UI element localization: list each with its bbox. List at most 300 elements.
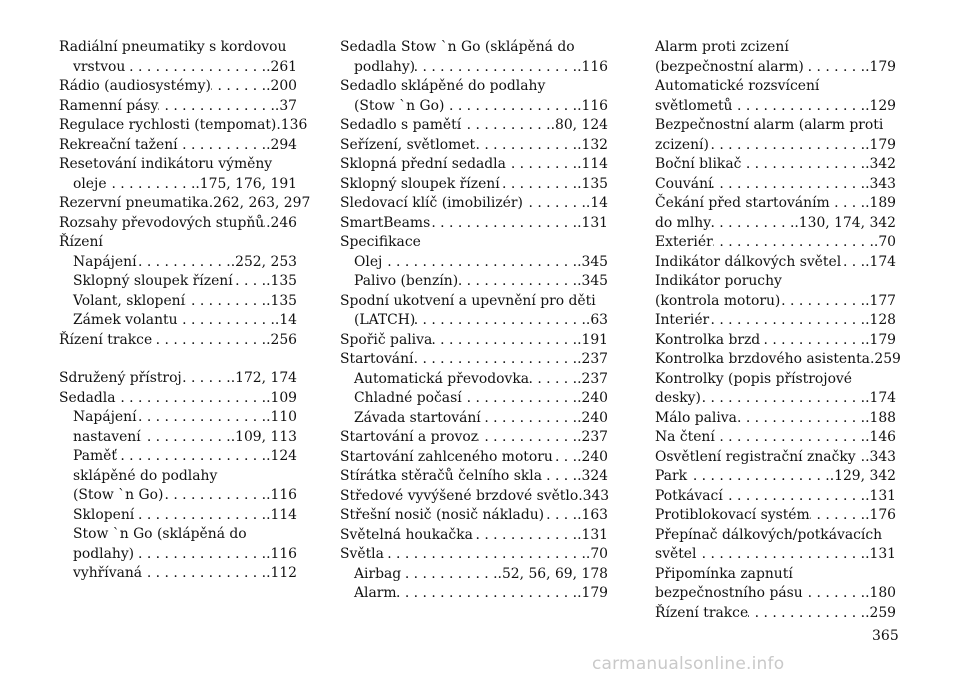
entry-term: Radiální pneumatiky s kordovou <box>59 39 287 55</box>
index-entry <box>340 194 608 214</box>
entry-term: (Stow `n Go) <box>354 97 445 114</box>
index-entry <box>340 77 608 97</box>
entry-term: Spořič paliva <box>340 331 433 348</box>
index-entry <box>59 467 297 487</box>
entry-page-ref: .191 <box>577 331 608 348</box>
dot-leader <box>462 389 577 409</box>
entry-page-ref: .240 <box>577 448 608 465</box>
index-entry <box>59 116 308 136</box>
index-entry <box>340 428 608 448</box>
entry-page-ref: .174 <box>865 390 896 406</box>
entry-term: Rekreační tažení <box>59 136 178 153</box>
entry-term: Couvání <box>655 175 713 192</box>
entry-term: světlometů <box>655 97 733 114</box>
index-entry <box>655 389 896 409</box>
entry-page-ref: .70 <box>585 546 608 562</box>
dot-leader <box>701 389 865 409</box>
entry-page-ref: .109, 113 <box>230 428 297 445</box>
index-entry <box>655 506 896 526</box>
dot-leader <box>413 350 577 370</box>
index-entry <box>655 428 896 448</box>
entry-term: Kontrolka brzd <box>655 331 761 348</box>
entry-term: Alarm <box>354 585 397 601</box>
index-entry <box>655 467 896 487</box>
entry-page-ref: .246 <box>266 214 297 231</box>
index-entry <box>655 526 896 546</box>
dot-leader <box>134 506 266 526</box>
dot-leader <box>711 214 794 234</box>
index-column-1 <box>59 38 311 584</box>
dot-leader <box>687 467 830 487</box>
index-entry <box>340 272 608 292</box>
index-entry <box>340 311 608 331</box>
entry-term: Startování a provoz <box>340 429 479 445</box>
index-entry <box>655 77 896 97</box>
dot-leader <box>458 272 577 292</box>
index-entry <box>59 408 297 428</box>
entry-page-ref: .132 <box>577 136 608 153</box>
dot-leader <box>432 331 577 351</box>
entry-term: Park <box>655 468 688 484</box>
index-entry <box>655 194 896 214</box>
index-entry <box>340 292 608 312</box>
entry-page-ref: .179 <box>865 136 896 153</box>
index-entry <box>655 116 896 136</box>
dot-leader <box>158 97 275 117</box>
entry-page-ref: .37 <box>274 97 297 114</box>
index-entry <box>59 486 297 506</box>
index-entry <box>340 253 608 273</box>
entry-page-ref: .116 <box>266 487 297 503</box>
dot-leader <box>506 155 577 175</box>
entry-term: oleje <box>73 175 107 192</box>
dot-leader <box>152 331 266 351</box>
entry-page-ref: .342 <box>865 156 896 172</box>
entry-term: Světla <box>340 546 384 562</box>
entry-page-ref: .14 <box>274 312 297 328</box>
entry-term: Resetování indikátoru výměny <box>59 156 273 172</box>
entry-term: Exteriér <box>655 234 713 250</box>
entry-page-ref: .116 <box>266 545 297 562</box>
entry-page-ref: .180 <box>865 585 896 601</box>
dot-leader <box>163 486 266 506</box>
entry-page-ref: .116 <box>577 58 608 75</box>
dot-leader <box>185 292 266 312</box>
entry-term: Kontrolky (popis přístrojové <box>655 370 852 387</box>
dot-leader <box>696 545 865 565</box>
entry-term: Řízení trakce <box>655 604 749 621</box>
entry-term: Střešní nosič (nosič nákladu) <box>340 507 545 523</box>
entry-term: Paměť <box>73 448 117 464</box>
index-entry <box>340 350 608 370</box>
entry-page-ref: .256 <box>266 331 297 348</box>
index-entry <box>655 155 896 175</box>
entry-page-ref: .343 <box>865 448 896 465</box>
entry-term: Napájení <box>73 253 137 270</box>
entry-page-ref: .237 <box>577 351 608 367</box>
dot-leader <box>481 409 577 429</box>
entry-page-ref: .189 <box>865 195 896 211</box>
dot-leader <box>461 116 550 136</box>
dot-leader <box>444 97 577 117</box>
entry-term: Přepínač dálkových/potkávacích <box>655 526 883 543</box>
index-entry <box>59 564 297 584</box>
dot-leader <box>544 506 577 526</box>
index-entry <box>59 506 297 526</box>
entry-term: nastavení <box>73 428 141 445</box>
entry-term: Startování <box>340 351 414 367</box>
entry-term: Rozsahy převodových stupňů <box>59 214 265 231</box>
index-entry <box>655 97 896 117</box>
entry-term: Řízení trakce <box>59 331 153 348</box>
entry-term: Indikátor dálkových světel <box>655 253 842 270</box>
entry-page-ref: .130, 174, 342 <box>794 214 896 231</box>
entry-page-ref: .131 <box>865 487 896 504</box>
entry-term: Chladné počasí <box>354 390 462 406</box>
index-entry <box>655 331 896 351</box>
entry-page-ref: .259 <box>869 351 901 367</box>
entry-page-ref: .80, 124 <box>550 117 608 133</box>
index-entry <box>340 409 608 429</box>
index-entry <box>59 292 297 312</box>
index-entry <box>59 214 297 234</box>
dot-leader <box>712 175 865 195</box>
dot-leader <box>125 58 266 78</box>
index-entry <box>655 253 896 273</box>
entry-term: Středové vyvýšené brzdové světlo <box>340 487 579 504</box>
entry-page-ref: .343 <box>865 175 896 192</box>
index-entry <box>59 272 297 292</box>
entry-term: Potkávací <box>655 487 723 504</box>
index-entry <box>59 194 311 214</box>
entry-term: Seřízení, světlomet <box>340 136 476 153</box>
entry-page-ref: .14 <box>585 195 608 211</box>
entry-term: Spodní ukotvení a upevnění pro děti <box>340 292 596 309</box>
index-entry <box>59 525 297 545</box>
entry-term: Napájení <box>73 409 137 425</box>
entry-page-ref: .345 <box>577 253 608 270</box>
index-entry <box>59 428 297 448</box>
index-entry <box>655 370 896 390</box>
index-entry <box>59 545 297 565</box>
entry-page-ref: .179 <box>865 58 896 75</box>
entry-term: Málo paliva <box>655 409 737 426</box>
entry-term: vrstvou <box>73 58 126 75</box>
index-entry <box>59 136 297 156</box>
entry-term: Kontrolka brzdového asistenta <box>655 351 870 367</box>
entry-page-ref: .237 <box>577 370 608 387</box>
index-entry <box>655 545 896 565</box>
dot-leader <box>117 447 266 467</box>
entry-page-ref: .261 <box>266 58 297 75</box>
dot-leader <box>523 194 586 214</box>
dot-leader <box>415 311 586 331</box>
entry-term: bezpečnostního pásu <box>655 585 803 601</box>
entry-term: Protiblokovací systém <box>655 507 810 523</box>
index-entry <box>655 214 896 234</box>
index-entry <box>340 545 608 565</box>
index-entry <box>340 116 608 136</box>
entry-page-ref: .294 <box>266 136 297 153</box>
entry-term: Volant, sklopení <box>73 292 186 309</box>
entry-page-ref: .116 <box>577 97 608 114</box>
entry-term: Čekání před startováním <box>655 195 830 211</box>
entry-term: Automatická převodovka <box>354 370 530 387</box>
entry-page-ref: .124 <box>266 448 297 464</box>
entry-page-ref: .128 <box>865 312 896 328</box>
entry-page-ref: .112 <box>266 565 297 581</box>
entry-term: Sdružený přístroj <box>59 370 182 386</box>
entry-page-ref: .135 <box>266 273 297 289</box>
index-entry <box>340 97 608 117</box>
entry-term: Zámek volantu <box>73 312 178 328</box>
entry-term: Specifikace <box>340 234 421 250</box>
dot-leader <box>178 136 266 156</box>
dot-leader <box>137 253 231 273</box>
entry-term: Sledovací klíč (imobilizér) <box>340 195 523 211</box>
entry-page-ref: .135 <box>266 292 297 309</box>
entry-page-ref: .240 <box>577 409 608 426</box>
dot-leader <box>709 311 865 331</box>
entry-page-ref: .135 <box>577 175 608 192</box>
entry-term: Závada startování <box>354 409 481 426</box>
entry-page-ref: .259 <box>865 604 896 621</box>
entry-page-ref: .129 <box>865 97 896 114</box>
entry-term: (LATCH) <box>354 312 416 328</box>
page-number: 365 <box>872 628 899 644</box>
index-entry <box>655 584 896 604</box>
index-entry <box>340 175 608 195</box>
dot-leader <box>723 487 865 507</box>
entry-page-ref: .237 <box>577 429 608 445</box>
index-entry <box>59 233 297 253</box>
index-entry <box>655 58 896 78</box>
index-entry <box>340 331 608 351</box>
dot-leader <box>142 564 266 584</box>
dot-leader <box>830 194 865 214</box>
entry-page-ref: .163 <box>577 507 608 523</box>
dot-leader <box>553 448 577 468</box>
dot-leader <box>475 136 577 156</box>
entry-term: (bezpečnostní alarm) <box>655 58 804 75</box>
index-entry <box>340 487 608 507</box>
index-entry <box>59 447 297 467</box>
entry-term: (kontrola motoru) <box>655 292 781 309</box>
index-entry <box>655 448 896 468</box>
dot-leader <box>211 77 266 97</box>
entry-term: Sedadlo sklápěné do podlahy <box>340 78 546 94</box>
entry-term: Bezpečnostní alarm (alarm proti <box>655 117 884 133</box>
entry-page-ref: .175, 176, 191 <box>195 175 297 192</box>
index-entry <box>655 487 896 507</box>
index-entry <box>59 331 297 351</box>
entry-term: Světelná houkačka <box>340 526 473 543</box>
entry-term: Rádio (audiosystémy) <box>59 78 211 94</box>
entry-page-ref: .131 <box>577 214 608 231</box>
index-entry <box>340 38 608 58</box>
dot-leader <box>713 233 874 253</box>
entry-page-ref: .146 <box>865 429 896 445</box>
entry-page-ref: .131 <box>577 526 608 543</box>
index-entry <box>59 253 297 273</box>
index-column-3 <box>655 38 901 623</box>
dot-leader <box>473 526 577 546</box>
index-entry <box>340 467 608 487</box>
entry-page-ref: .262, 263, 297 <box>208 195 311 211</box>
entry-page-ref: .52, 56, 69, 178 <box>497 565 608 582</box>
entry-term: Palivo (benzín) <box>354 273 459 289</box>
entry-term: Ramenní pásy <box>59 97 159 114</box>
entry-page-ref: .345 <box>577 273 608 289</box>
dot-leader <box>529 370 577 390</box>
entry-page-ref: .240 <box>577 390 608 406</box>
entry-page-ref: .252, 253 <box>230 253 297 270</box>
entry-page-ref: .176 <box>865 507 896 523</box>
dot-leader <box>264 214 266 234</box>
entry-page-ref: .136 <box>276 117 308 133</box>
entry-term: Olej <box>354 253 383 270</box>
dot-leader <box>500 175 577 195</box>
entry-term: Řízení <box>59 234 103 250</box>
index-entry <box>655 409 896 429</box>
dot-leader <box>810 506 865 526</box>
dot-leader <box>542 467 577 487</box>
entry-term: zcizení) <box>655 136 709 153</box>
entry-page-ref: .110 <box>266 409 297 425</box>
index-entry <box>59 175 297 195</box>
index-entry <box>59 311 297 331</box>
index-entry <box>59 77 297 97</box>
entry-page-ref: .177 <box>865 292 896 309</box>
index-entry <box>340 448 608 468</box>
entry-page-ref: .179 <box>865 331 896 348</box>
entry-term: Sklopení <box>73 506 135 523</box>
entry-term: Regulace rychlosti (tempomat) <box>59 117 277 133</box>
dot-leader <box>384 545 586 565</box>
dot-leader <box>841 253 865 273</box>
dot-leader <box>134 545 266 565</box>
entry-term: podlahy) <box>354 58 416 75</box>
entry-term: sklápěné do podlahy <box>73 467 218 484</box>
dot-leader <box>415 58 577 78</box>
index-entry <box>340 506 608 526</box>
index-entry <box>655 311 896 331</box>
dot-leader <box>233 272 266 292</box>
entry-term: Alarm proti zcizení <box>655 39 789 55</box>
entry-term: do mlhy <box>655 214 712 231</box>
entry-page-ref: .324 <box>577 468 608 484</box>
index-entry <box>340 526 608 546</box>
dot-leader <box>141 428 231 448</box>
dot-leader <box>182 369 231 389</box>
entry-term: Stow `n Go (sklápěná do <box>73 526 247 542</box>
dot-leader <box>478 428 577 448</box>
dot-leader <box>760 331 865 351</box>
entry-term: Sedadla Stow `n Go (sklápěná do <box>340 39 575 55</box>
index-entry <box>655 136 896 156</box>
index-entry <box>340 584 608 604</box>
entry-term: Interiér <box>655 312 710 328</box>
entry-term: Airbag <box>354 565 402 582</box>
index-entry <box>655 604 896 624</box>
entry-term: Indikátor poruchy <box>655 273 782 289</box>
entry-term: Sklopný sloupek řízení <box>73 273 233 289</box>
dot-leader <box>748 604 865 624</box>
entry-page-ref: .109 <box>266 389 297 406</box>
entry-page-ref: .188 <box>865 409 896 426</box>
entry-term: světel <box>655 546 697 562</box>
entry-page-ref: .114 <box>266 506 297 523</box>
entry-term: Osvětlení registrační značky <box>655 448 856 465</box>
entry-page-ref: .179 <box>577 585 608 601</box>
index-entry <box>340 389 608 409</box>
dot-leader <box>382 253 577 273</box>
entry-term: Startování zahlceného motoru <box>340 448 553 465</box>
section-gap <box>59 350 297 369</box>
entry-page-ref: .70 <box>873 234 896 250</box>
index-entry <box>59 97 297 117</box>
dot-leader <box>116 389 267 409</box>
index-column-2 <box>340 38 608 604</box>
dot-leader <box>741 155 865 175</box>
index-entry <box>340 370 608 390</box>
dot-leader <box>401 565 497 585</box>
watermark: carmanualsonline.info <box>592 654 785 674</box>
dot-leader <box>397 584 577 604</box>
entry-term: (Stow `n Go) <box>73 487 164 503</box>
dot-leader <box>803 584 865 604</box>
index-entry <box>655 272 896 292</box>
entry-term: Připomínka zapnutí <box>655 565 793 582</box>
index-entry <box>59 58 297 78</box>
entry-page-ref: .63 <box>585 312 608 328</box>
index-entry <box>340 214 608 234</box>
entry-term: Rezervní pneumatika <box>59 195 209 211</box>
entry-term: Sklopný sloupek řízení <box>340 175 500 192</box>
entry-page-ref: .131 <box>865 546 896 562</box>
index-entry <box>655 350 901 370</box>
dot-leader <box>804 58 865 78</box>
index-entry <box>59 369 297 389</box>
dot-leader <box>733 97 866 117</box>
index-entry <box>59 389 297 409</box>
dot-leader <box>737 409 865 429</box>
entry-page-ref: .174 <box>865 253 896 270</box>
entry-term: Boční blikač <box>655 156 742 172</box>
entry-page-ref: .129, 342 <box>829 468 896 484</box>
dot-leader <box>137 408 267 428</box>
index-entry <box>655 292 896 312</box>
dot-leader <box>856 448 865 468</box>
dot-leader <box>107 175 196 195</box>
index-entry <box>340 233 608 253</box>
index-entry <box>655 38 896 58</box>
entry-page-ref: .114 <box>577 156 608 172</box>
entry-term: vyhřívaná <box>73 565 143 581</box>
entry-term: Sedadlo s pamětí <box>340 117 462 133</box>
entry-term: podlahy) <box>73 545 135 562</box>
entry-term: Sklopná přední sedadla <box>340 156 506 172</box>
entry-term: Automatické rozsvícení <box>655 78 820 94</box>
entry-term: desky) <box>655 390 701 406</box>
index-entry <box>655 175 896 195</box>
dot-leader <box>430 214 577 234</box>
dot-leader <box>715 428 865 448</box>
index-entry <box>340 155 608 175</box>
entry-page-ref: .200 <box>266 78 297 94</box>
index-entry <box>59 38 297 58</box>
entry-page-ref: .172, 174 <box>230 370 297 386</box>
